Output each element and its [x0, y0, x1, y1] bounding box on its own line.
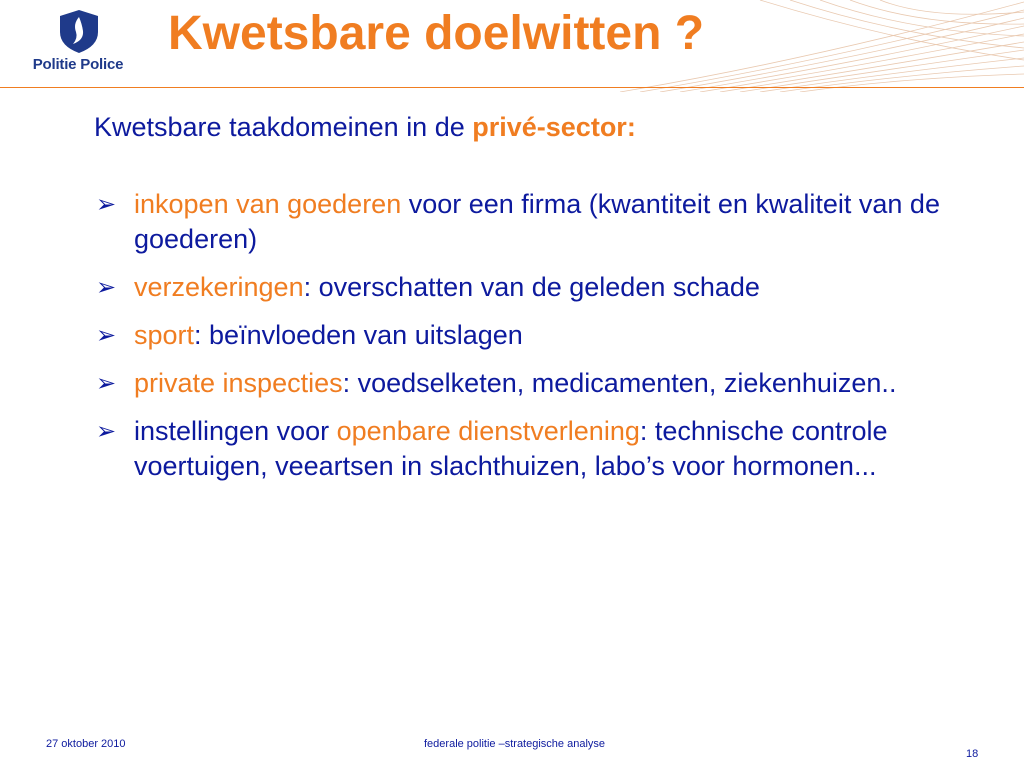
- bullet-item: [94, 187, 954, 257]
- bullet-text: : voedselketen, medicamenten, ziekenhuizen..: [342, 368, 897, 398]
- page-number: 18: [966, 748, 979, 760]
- arrow-right-icon: ➢: [96, 274, 117, 301]
- bullet-item: [94, 414, 954, 484]
- title-divider: [0, 87, 1024, 88]
- logo-text: Politie Police: [32, 56, 124, 73]
- politie-logo: [18, 8, 138, 80]
- bullet-highlight: openbare dienstverlening: [336, 416, 640, 446]
- police-emblem-icon: [56, 8, 102, 54]
- bullet-list: [94, 187, 954, 484]
- subtitle-text: Kwetsbare taakdomeinen in de: [94, 112, 473, 142]
- arrow-right-icon: ➢: [96, 418, 117, 445]
- bullet-item: [94, 366, 954, 401]
- slide-content: [94, 110, 954, 497]
- bullet-item: [94, 318, 954, 353]
- subtitle-highlight: privé-sector:: [472, 112, 636, 142]
- bullet-highlight: inkopen van goederen: [134, 189, 402, 219]
- arrow-right-icon: ➢: [96, 370, 117, 397]
- arrow-right-icon: ➢: [96, 322, 117, 349]
- bullet-prefix: instellingen voor: [134, 416, 337, 446]
- bullet-highlight: verzekeringen: [134, 272, 304, 302]
- footer-caption: federale politie –strategische analyse: [424, 738, 606, 750]
- bullet-text: : beïnvloeden van uitslagen: [194, 320, 523, 350]
- bullet-text: : technische controle voertuigen, veeartsen in slachthuizen, labo’s voor hormonen...: [134, 416, 888, 481]
- bullet-text: voor een firma (kwantiteit en kwaliteit van de goederen): [134, 189, 940, 254]
- bullet-text: : overschatten van de geleden schade: [303, 272, 760, 302]
- arrow-right-icon: ➢: [96, 191, 117, 218]
- bullet-highlight: sport: [134, 320, 195, 350]
- subtitle: [94, 110, 954, 145]
- bullet-item: [94, 270, 954, 305]
- slide-title: Kwetsbare doelwitten ?: [168, 7, 705, 60]
- footer-date: 27 oktober 2010: [46, 738, 126, 750]
- bullet-highlight: private inspecties: [134, 368, 343, 398]
